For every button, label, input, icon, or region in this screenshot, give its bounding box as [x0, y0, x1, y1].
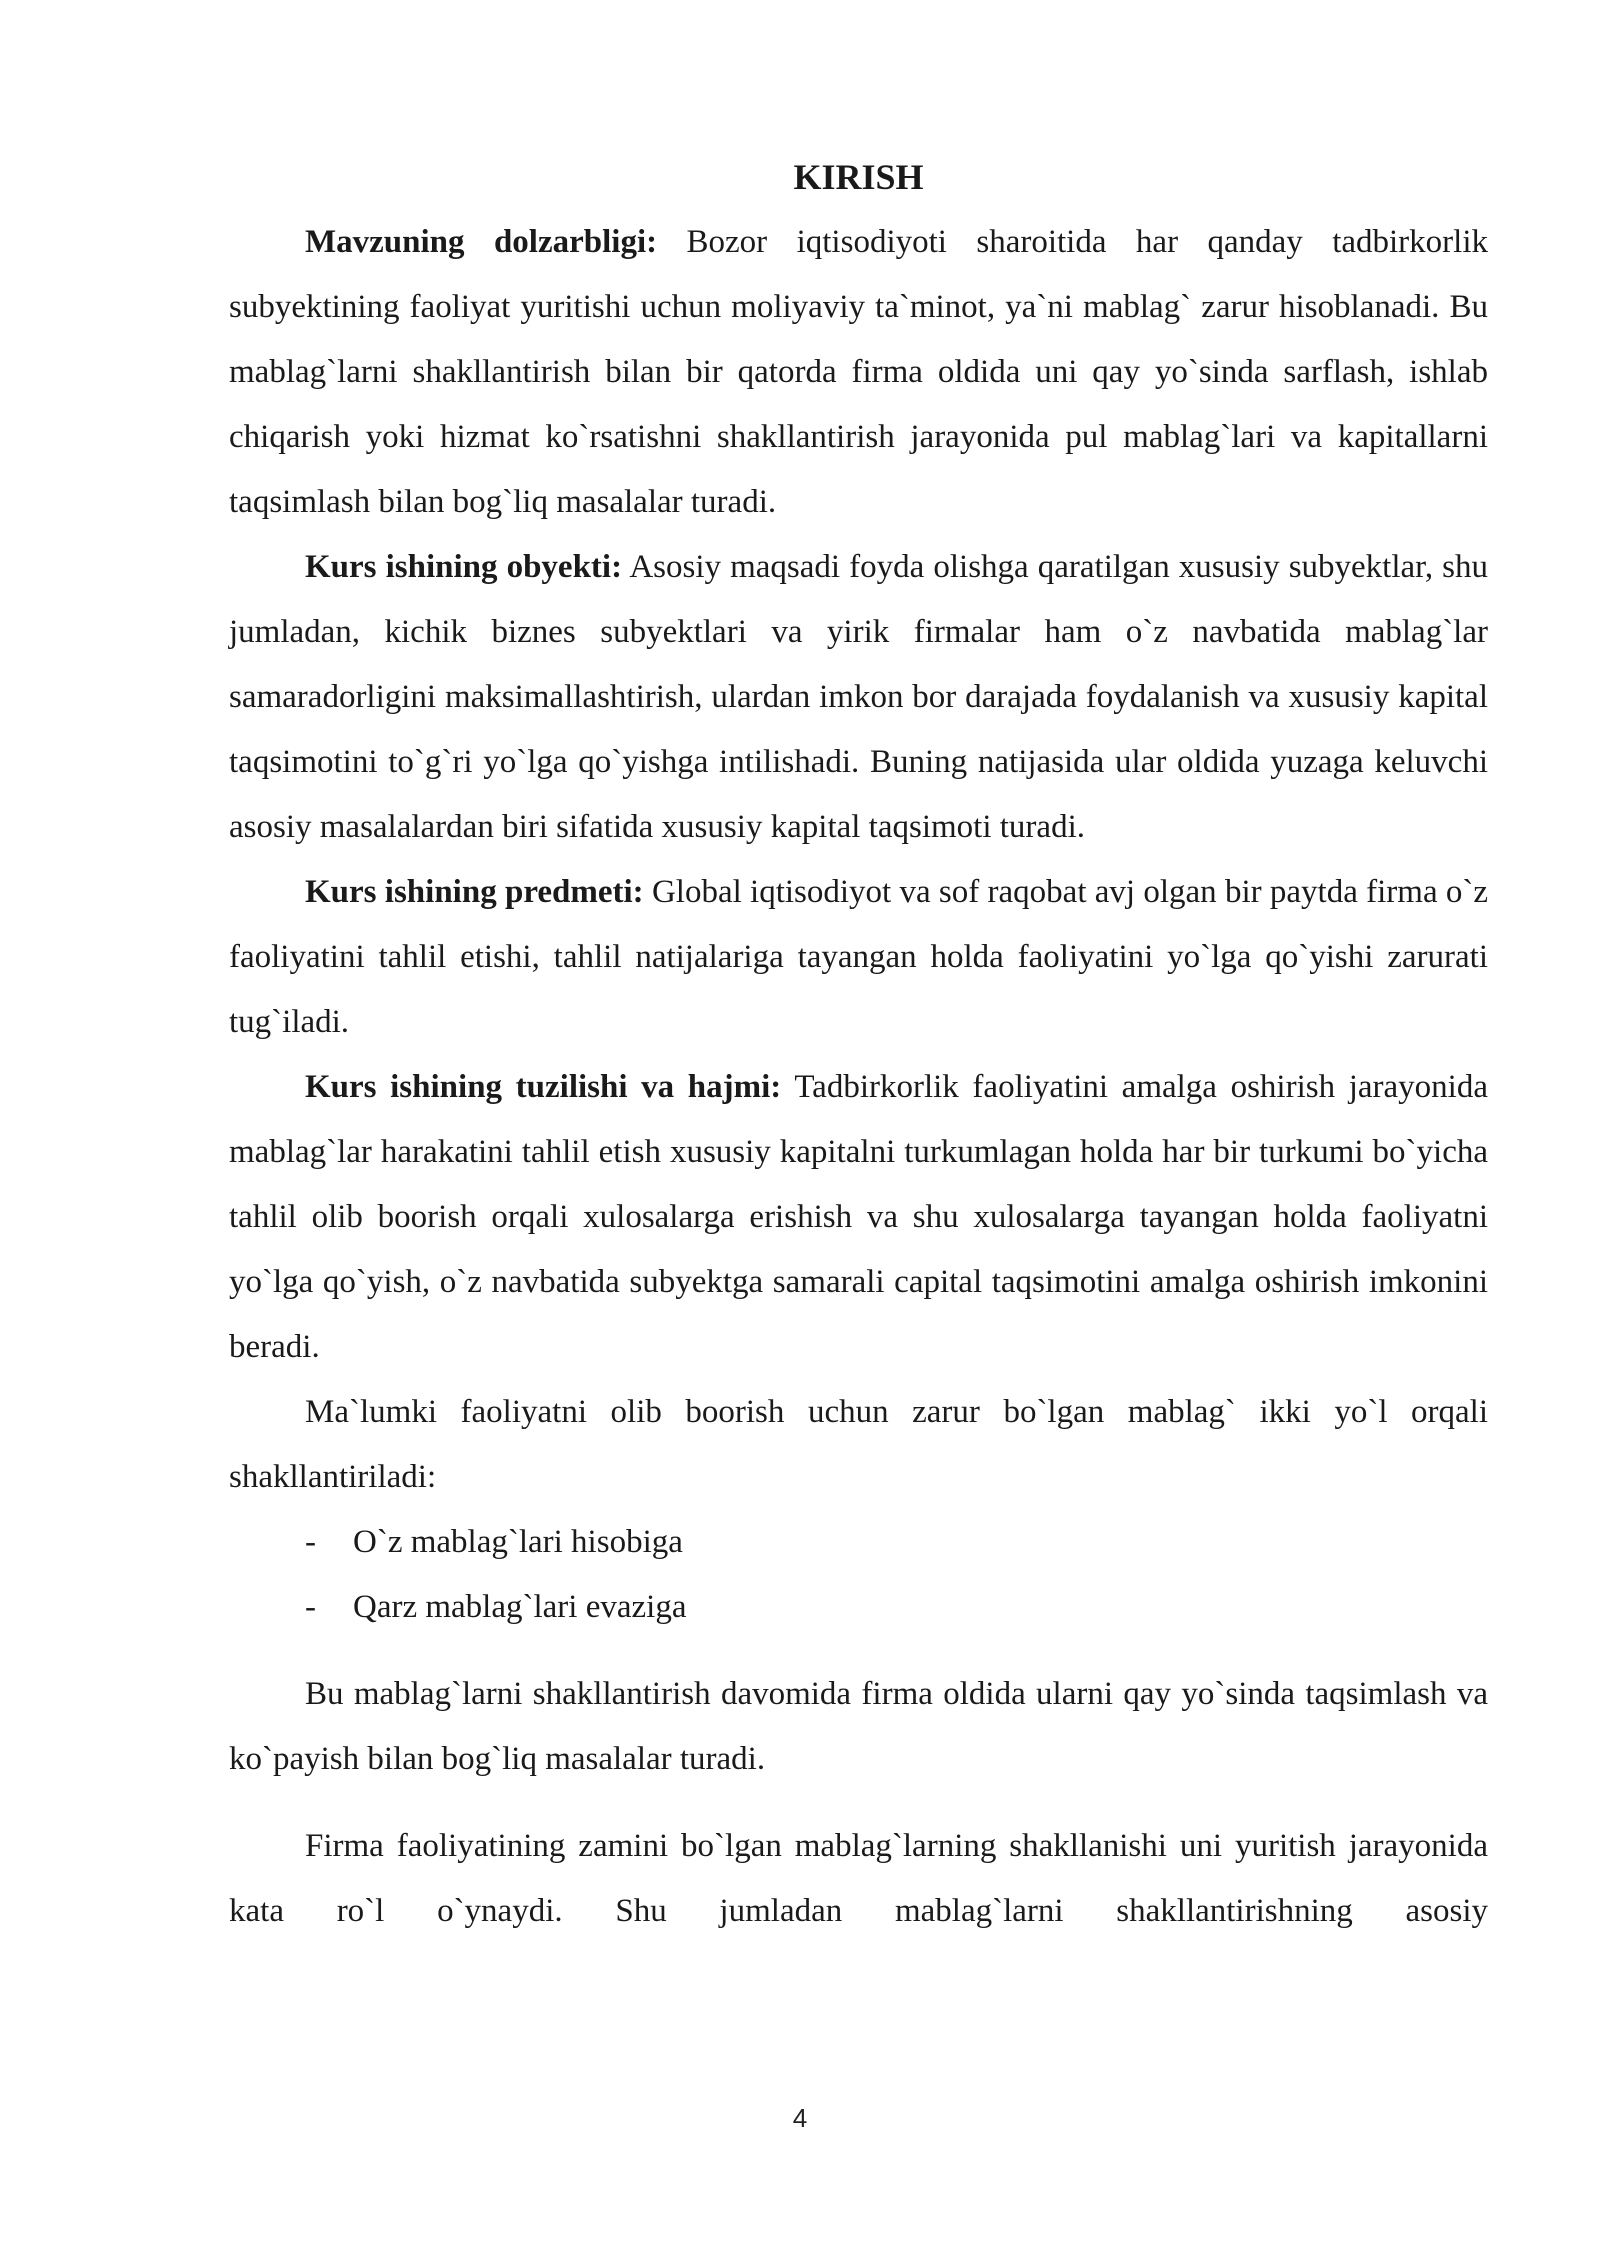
paragraph-list-intro: Ma`lumki faoliyatni olib boorish uchun zarur bo`lgan mablag` ikki yo`l orqali shakllantiriladi: [229, 1394, 1488, 1495]
paragraph-subject [229, 860, 1488, 1055]
funding-sources-list [229, 1510, 1488, 1640]
list-item [229, 1510, 1488, 1575]
list-item-text: Qarz mablag`lari evaziga [353, 1589, 687, 1625]
paragraph-object [229, 535, 1488, 860]
paragraph-text: Global iqtisodiyot va sof raqobat avj olgan bir paytda firma o`z faoliyatini tahlil etishi, tahlil natijalariga tayangan holda faoliyatini yo`lga qo`yishi zarurati tug`iladi. [229, 874, 1489, 1040]
paragraph-relevance [229, 210, 1488, 535]
paragraph-after-list-2: Firma faoliyatining zamini bo`lgan mablag`larning shakllanishi uni yuritish jarayonida kata ro`l o`ynaydi. Shu jumladan mablag`larni shakllantirishning asosiy [229, 1828, 1488, 1929]
paragraph-after-list-1: Bu mablag`larni shakllantirish davomida firma oldida ularni qay yo`sinda taqsimlash va ko`payish bilan bog`liq masalalar turadi. [229, 1676, 1488, 1777]
paragraph-structure [229, 1055, 1488, 1380]
page-number: 4 [792, 2103, 808, 2133]
paragraph-lead: Mavzuning dolzarbligi: [305, 224, 658, 260]
list-item [229, 1575, 1488, 1640]
paragraph-text: Bozor iqtisodiyoti sharoitida har qanday tadbirkorlik subyektining faoliyat yuritishi uchun moliyaviy ta`minot, ya`ni mablag` zarur hisoblanadi. Bu mablag`larni shakllantirish bilan bir qatorda firma oldida uni qay yo`sinda sarflash, ishlab chiqarish yoki hizmat ko`rsatishni shakllantirish jarayonida pul mablag`lari va kapitallarni taqsimlash bilan bog`liq masalalar turadi. [229, 224, 1488, 520]
paragraph-text: Tadbirkorlik faoliyatini amalga oshirish jarayonida mablag`lar harakatini tahlil etish xususiy kapitalni turkumlagan holda har bir turkumi bo`yicha tahlil olib boorish orqali xulosalarga erishish va shu xulosalarga tayangan holda faoliyatni yo`lga qo`yish, o`z navbatida subyektga samarali capital taqsimotini amalga oshirish imkonini beradi. [229, 1069, 1488, 1365]
list-item-text: O`z mablag`lari hisobiga [353, 1524, 683, 1560]
paragraph-lead: Kurs ishining predmeti: [305, 874, 644, 910]
list-dash: - [305, 1589, 316, 1625]
paragraph-text: Asosiy maqsadi foyda olishga qaratilgan xususiy subyektlar, shu jumladan, kichik biznes subyektlari va yirik firmalar ham o`z navbatida mablag`lar samaradorligini maksimallashtirish, ulardan imkon bor darajada foydalanish va xususiy kapital taqsimotini to`g`ri yo`lga qo`yishga intilishadi. Buning natijasida ular oldida yuzaga keluvchi asosiy masalalardan biri sifatida xususiy kapital taqsimoti turadi. [229, 549, 1488, 845]
paragraph-lead: Kurs ishining obyekti: [305, 549, 623, 585]
document-page [229, 145, 1488, 1944]
document-title: KIRISH [793, 157, 924, 197]
paragraph-lead: Kurs ishining tuzilishi va hajmi: [305, 1069, 782, 1105]
list-dash: - [305, 1524, 316, 1560]
